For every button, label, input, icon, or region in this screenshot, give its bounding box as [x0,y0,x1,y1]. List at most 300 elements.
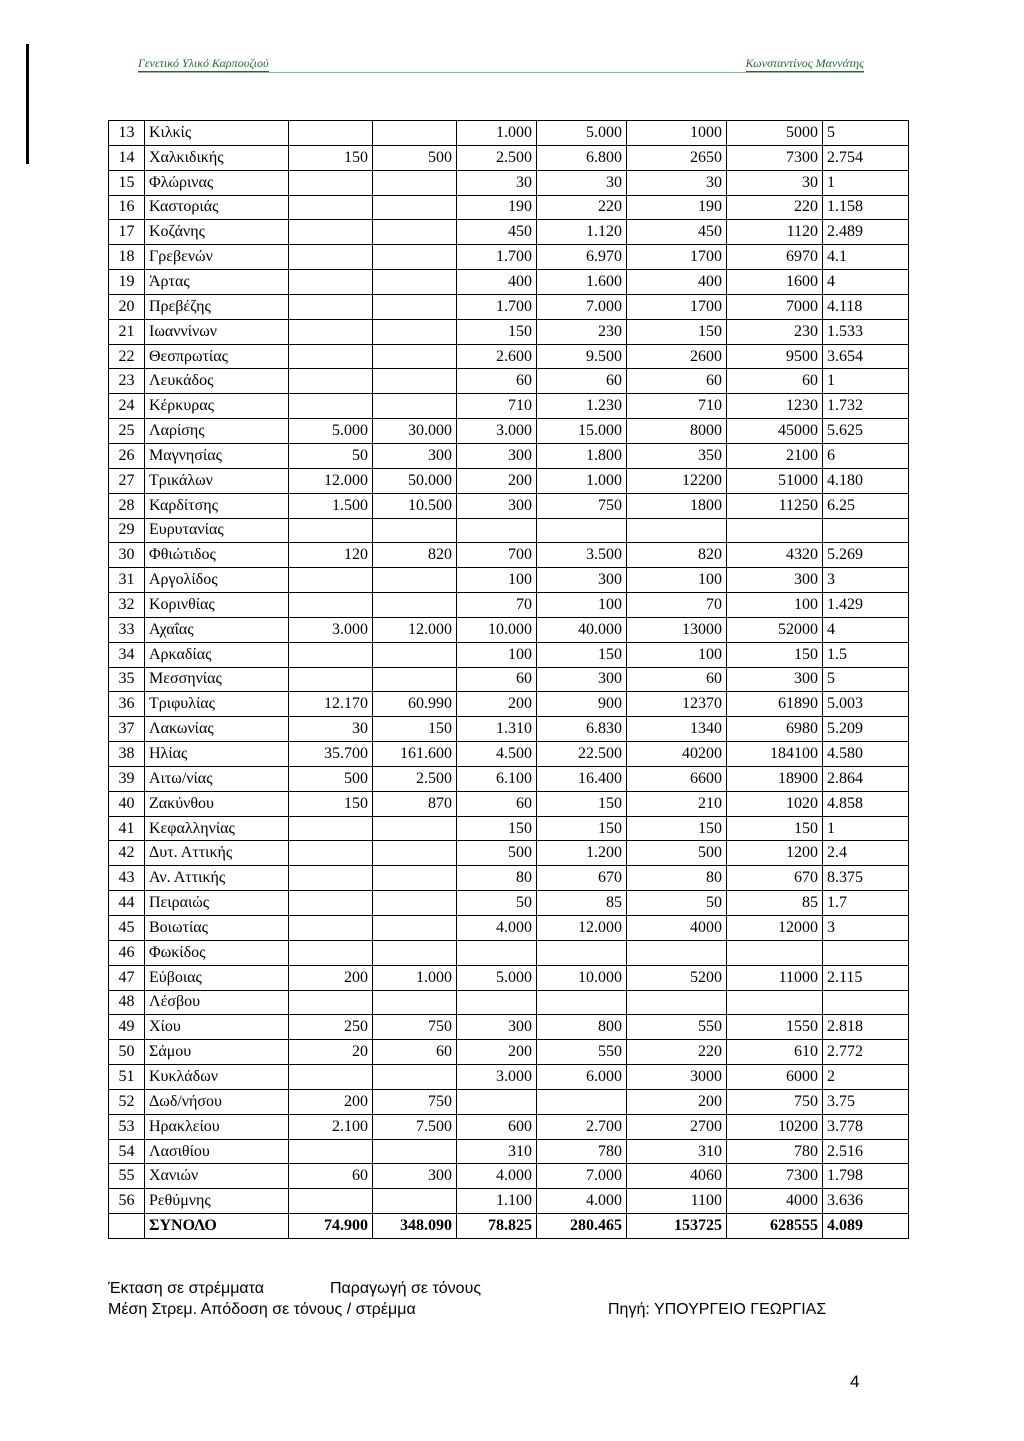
cell-row-number: 33 [109,617,145,642]
table-row [109,1065,909,1090]
cell-production-b: 1.800 [537,443,627,468]
cell-production-b: 60 [537,369,627,394]
cell-production-b [537,990,627,1015]
cell-avg-yield: 1.7 [823,891,909,916]
cell-avg-yield: 1 [823,816,909,841]
cell-area-a [289,245,373,270]
cell-row-number: 54 [109,1139,145,1164]
cell-area-b: 150 [457,319,537,344]
cell-prefecture: Ζακύνθου [145,791,289,816]
cell-area-a [289,1189,373,1214]
cell-production-a: 150 [373,717,457,742]
cell-area-total: 2600 [627,344,727,369]
cell-area-total: 153725 [627,1214,727,1239]
cell-production-b: 150 [537,791,627,816]
cell-area-a: 50 [289,443,373,468]
cell-row-number: 56 [109,1189,145,1214]
cell-production-b: 40.000 [537,617,627,642]
cell-production-b: 780 [537,1139,627,1164]
cell-area-b: 60 [457,369,537,394]
cell-production-a [373,344,457,369]
cell-row-number: 23 [109,369,145,394]
cell-production-total: 1230 [727,394,823,419]
cell-area-total: 13000 [627,617,727,642]
cell-area-b: 200 [457,1040,537,1065]
cell-area-b: 60 [457,667,537,692]
cell-area-a: 200 [289,965,373,990]
cell-prefecture: Φλώρινας [145,170,289,195]
cell-prefecture: Κιλκίς [145,121,289,146]
cell-production-a [373,891,457,916]
table-row [109,543,909,568]
cell-area-a [289,369,373,394]
cell-production-b: 6.970 [537,245,627,270]
cell-prefecture: Κοζάνης [145,220,289,245]
cell-area-a: 12.170 [289,692,373,717]
cell-row-number: 46 [109,940,145,965]
cell-production-a: 10.500 [373,493,457,518]
cell-production-a [373,121,457,146]
cell-area-total [627,940,727,965]
cell-production-a [373,1189,457,1214]
cell-area-total: 30 [627,170,727,195]
cell-prefecture: Φωκίδος [145,940,289,965]
cell-production-a [373,220,457,245]
cell-production-b: 7.000 [537,1164,627,1189]
cell-production-b: 230 [537,319,627,344]
cell-production-total: 30 [727,170,823,195]
table-row [109,195,909,220]
cell-area-total: 80 [627,866,727,891]
cell-area-total: 4060 [627,1164,727,1189]
cell-area-total: 12200 [627,468,727,493]
cell-avg-yield: 1.798 [823,1164,909,1189]
cell-area-total: 200 [627,1089,727,1114]
cell-area-a [289,394,373,419]
cell-avg-yield: 1 [823,170,909,195]
cell-avg-yield: 4 [823,270,909,295]
cell-area-b: 3.000 [457,419,537,444]
cell-production-a: 7.500 [373,1114,457,1139]
table-row [109,419,909,444]
cell-prefecture: Λευκάδος [145,369,289,394]
cell-area-b [457,990,537,1015]
cell-avg-yield: 4.089 [823,1214,909,1239]
table-row [109,1189,909,1214]
cell-production-total: 100 [727,593,823,618]
cell-row-number: 44 [109,891,145,916]
cell-area-total: 2700 [627,1114,727,1139]
cell-avg-yield: 5.003 [823,692,909,717]
cell-avg-yield: 2.489 [823,220,909,245]
cell-production-b: 5.000 [537,121,627,146]
cell-production-a [373,170,457,195]
cell-area-b: 500 [457,841,537,866]
margin-bar [26,44,29,164]
cell-area-b: 1.700 [457,245,537,270]
cell-area-total: 70 [627,593,727,618]
cell-area-b: 200 [457,692,537,717]
cell-area-total: 210 [627,791,727,816]
table-row [109,891,909,916]
cell-production-a [373,270,457,295]
cell-avg-yield: 4.858 [823,791,909,816]
cell-area-total: 220 [627,1040,727,1065]
cell-production-a [373,841,457,866]
cell-row-number: 36 [109,692,145,717]
cell-production-total: 220 [727,195,823,220]
cell-prefecture: Ευρυτανίας [145,518,289,543]
cell-avg-yield: 1.533 [823,319,909,344]
cell-area-b [457,518,537,543]
cell-area-total: 550 [627,1015,727,1040]
cell-production-b: 150 [537,642,627,667]
table-row [109,518,909,543]
cell-production-total: 18900 [727,766,823,791]
table-row [109,593,909,618]
cell-production-total: 4000 [727,1189,823,1214]
cell-avg-yield: 4.180 [823,468,909,493]
cell-area-a [289,518,373,543]
cell-prefecture: Καστοριάς [145,195,289,220]
cell-row-number: 27 [109,468,145,493]
cell-production-total: 1020 [727,791,823,816]
cell-row-number: 42 [109,841,145,866]
cell-area-a: 1.500 [289,493,373,518]
cell-area-total: 1800 [627,493,727,518]
cell-area-b: 2.600 [457,344,537,369]
cell-area-a [289,319,373,344]
cell-row-number: 53 [109,1114,145,1139]
table-row [109,940,909,965]
cell-production-a [373,319,457,344]
cell-production-a [373,866,457,891]
cell-row-number: 21 [109,319,145,344]
cell-area-a [289,1065,373,1090]
cell-row-number: 51 [109,1065,145,1090]
cell-prefecture: Αχαΐας [145,617,289,642]
cell-production-a [373,294,457,319]
cell-production-total: 61890 [727,692,823,717]
cell-production-total: 5000 [727,121,823,146]
cell-area-a: 120 [289,543,373,568]
cell-row-number: 14 [109,145,145,170]
cell-production-total: 6000 [727,1065,823,1090]
cell-production-b: 15.000 [537,419,627,444]
cell-area-b: 4.500 [457,742,537,767]
cell-prefecture: Χανιών [145,1164,289,1189]
cell-prefecture: Καρδίτσης [145,493,289,518]
cell-area-total: 190 [627,195,727,220]
cell-area-a: 74.900 [289,1214,373,1239]
cell-production-a: 60.990 [373,692,457,717]
cell-production-a: 348.090 [373,1214,457,1239]
table-row [109,965,909,990]
cell-area-total: 1700 [627,294,727,319]
cell-area-total: 1700 [627,245,727,270]
cell-prefecture: Πρεβέζης [145,294,289,319]
table-row [109,742,909,767]
cell-row-number: 34 [109,642,145,667]
cell-prefecture: Ρεθύμνης [145,1189,289,1214]
cell-production-b [537,1089,627,1114]
cell-prefecture: Χίου [145,1015,289,1040]
cell-area-a [289,990,373,1015]
cell-prefecture: Ηλίας [145,742,289,767]
cell-production-a: 750 [373,1015,457,1040]
cell-row-number: 26 [109,443,145,468]
cell-production-b: 550 [537,1040,627,1065]
cell-production-a: 60 [373,1040,457,1065]
cell-area-a [289,593,373,618]
cell-production-a [373,816,457,841]
table-row [109,270,909,295]
cell-area-a [289,170,373,195]
source-note: Πηγή: ΥΠΟΥΡΓΕΙΟ ΓΕΩΡΓΙΑΣ [608,1301,827,1318]
cell-area-a: 2.100 [289,1114,373,1139]
cell-prefecture: Άρτας [145,270,289,295]
cell-production-b: 12.000 [537,916,627,941]
cell-area-total: 450 [627,220,727,245]
cell-area-a [289,891,373,916]
cell-area-b: 5.000 [457,965,537,990]
cell-production-b [537,518,627,543]
table-row [109,493,909,518]
cell-area-a [289,866,373,891]
cell-prefecture: Χαλκιδικής [145,145,289,170]
cell-avg-yield: 6 [823,443,909,468]
cell-production-b: 900 [537,692,627,717]
cell-prefecture: ΣΥΝΟΛΟ [145,1214,289,1239]
cell-area-b: 70 [457,593,537,618]
cell-area-b: 300 [457,1015,537,1040]
cell-prefecture: Κορινθίας [145,593,289,618]
cell-production-b: 800 [537,1015,627,1040]
cell-production-a: 30.000 [373,419,457,444]
cell-area-b: 6.100 [457,766,537,791]
cell-row-number: 49 [109,1015,145,1040]
cell-row-number: 39 [109,766,145,791]
cell-production-total: 51000 [727,468,823,493]
cell-production-total: 11250 [727,493,823,518]
cell-production-b: 16.400 [537,766,627,791]
cell-area-a [289,344,373,369]
cell-area-total: 60 [627,667,727,692]
cell-area-b: 3.000 [457,1065,537,1090]
cell-production-total: 780 [727,1139,823,1164]
cell-area-total: 4000 [627,916,727,941]
cell-area-b: 310 [457,1139,537,1164]
cell-area-b: 100 [457,642,537,667]
cell-production-b [537,940,627,965]
legend-yield: Μέση Στρεμ. Απόδοση σε τόνους / στρέμμα [108,1301,416,1318]
cell-prefecture: Θεσπρωτίας [145,344,289,369]
cell-area-total: 6600 [627,766,727,791]
cell-prefecture: Αρκαδίας [145,642,289,667]
cell-avg-yield: 3.778 [823,1114,909,1139]
cell-production-a: 500 [373,145,457,170]
cell-area-b: 2.500 [457,145,537,170]
cell-row-number [109,1214,145,1239]
cell-production-a [373,593,457,618]
cell-production-a [373,940,457,965]
cell-production-total: 2100 [727,443,823,468]
cell-production-b: 1.000 [537,468,627,493]
cell-production-total [727,518,823,543]
cell-area-a [289,270,373,295]
cell-area-b [457,940,537,965]
cell-production-a: 300 [373,1164,457,1189]
cell-production-b: 1.600 [537,270,627,295]
cell-production-b: 670 [537,866,627,891]
cell-row-number: 35 [109,667,145,692]
table-row [109,1139,909,1164]
table-row [109,145,909,170]
table-row [109,692,909,717]
cell-production-a [373,916,457,941]
cell-production-b: 1.230 [537,394,627,419]
cell-production-total: 4320 [727,543,823,568]
cell-production-b: 1.120 [537,220,627,245]
cell-area-a [289,667,373,692]
cell-avg-yield: 8.375 [823,866,909,891]
cell-production-total: 60 [727,369,823,394]
cell-area-a: 500 [289,766,373,791]
cell-production-total: 9500 [727,344,823,369]
cell-production-b: 220 [537,195,627,220]
cell-production-total: 150 [727,816,823,841]
table-row [109,642,909,667]
cell-production-b: 2.700 [537,1114,627,1139]
cell-area-b: 78.825 [457,1214,537,1239]
cell-area-b: 1.000 [457,121,537,146]
cell-prefecture: Αν. Αττικής [145,866,289,891]
cell-prefecture: Γρεβενών [145,245,289,270]
cell-production-a: 1.000 [373,965,457,990]
cell-prefecture: Λασιθίου [145,1139,289,1164]
cell-prefecture: Αιτω/νίας [145,766,289,791]
cell-prefecture: Τρικάλων [145,468,289,493]
table-row [109,443,909,468]
cell-avg-yield: 4 [823,617,909,642]
cell-row-number: 48 [109,990,145,1015]
cell-row-number: 31 [109,568,145,593]
cell-prefecture: Κεφαλληνίας [145,816,289,841]
table-row [109,667,909,692]
cell-avg-yield: 4.580 [823,742,909,767]
cell-production-a [373,1065,457,1090]
cell-production-total: 230 [727,319,823,344]
cell-area-b: 200 [457,468,537,493]
cell-avg-yield: 2 [823,1065,909,1090]
cell-production-b: 10.000 [537,965,627,990]
cell-prefecture: Εύβοιας [145,965,289,990]
cell-prefecture: Λακωνίας [145,717,289,742]
cell-row-number: 32 [109,593,145,618]
cell-production-total: 7000 [727,294,823,319]
cell-avg-yield: 2.864 [823,766,909,791]
cell-production-b: 1.200 [537,841,627,866]
cell-avg-yield: 1.158 [823,195,909,220]
total-row [109,1214,909,1239]
cell-production-a: 820 [373,543,457,568]
cell-area-total: 3000 [627,1065,727,1090]
cell-production-total: 11000 [727,965,823,990]
cell-row-number: 29 [109,518,145,543]
table-row [109,916,909,941]
cell-area-a [289,916,373,941]
cell-area-total: 8000 [627,419,727,444]
table-row [109,866,909,891]
cell-row-number: 24 [109,394,145,419]
cell-production-a [373,195,457,220]
cell-area-a [289,294,373,319]
table-row [109,1164,909,1189]
cell-avg-yield: 2.754 [823,145,909,170]
table-row [109,990,909,1015]
cell-prefecture: Σάμου [145,1040,289,1065]
cell-prefecture: Κυκλάδων [145,1065,289,1090]
cell-area-a: 60 [289,1164,373,1189]
cell-area-total: 350 [627,443,727,468]
cell-area-b: 30 [457,170,537,195]
cell-production-total: 628555 [727,1214,823,1239]
cell-avg-yield: 3.75 [823,1089,909,1114]
cell-production-b: 85 [537,891,627,916]
cell-avg-yield [823,940,909,965]
cell-prefecture: Τριφυλίας [145,692,289,717]
cell-area-total: 150 [627,816,727,841]
cell-area-b: 300 [457,443,537,468]
table-row [109,617,909,642]
cell-avg-yield: 4.118 [823,294,909,319]
cell-row-number: 18 [109,245,145,270]
cell-prefecture: Μαγνησίας [145,443,289,468]
cell-avg-yield: 2.115 [823,965,909,990]
cell-avg-yield: 1.429 [823,593,909,618]
legend-production: Παραγωγή σε τόνους [330,1280,482,1297]
table-row [109,220,909,245]
cell-area-b: 600 [457,1114,537,1139]
table-row [109,1040,909,1065]
cell-production-total [727,940,823,965]
cell-prefecture: Λέσβου [145,990,289,1015]
cell-row-number: 16 [109,195,145,220]
cell-avg-yield: 1.5 [823,642,909,667]
table-row [109,1089,909,1114]
cell-production-a: 50.000 [373,468,457,493]
cell-area-b: 190 [457,195,537,220]
cell-prefecture: Λαρίσης [145,419,289,444]
cell-row-number: 41 [109,816,145,841]
cell-avg-yield: 1.732 [823,394,909,419]
cell-production-total: 610 [727,1040,823,1065]
table-row [109,717,909,742]
cell-area-a [289,220,373,245]
cell-area-b: 100 [457,568,537,593]
cell-production-a [373,394,457,419]
cell-area-total: 100 [627,642,727,667]
cell-area-a: 35.700 [289,742,373,767]
running-header-title: Γενετικό Υλικό Καρπουζιού [138,56,269,70]
cell-row-number: 40 [109,791,145,816]
cell-avg-yield: 2.516 [823,1139,909,1164]
table-row [109,1114,909,1139]
cell-row-number: 25 [109,419,145,444]
cell-area-total: 60 [627,369,727,394]
cell-avg-yield: 2.772 [823,1040,909,1065]
cell-area-total: 2650 [627,145,727,170]
